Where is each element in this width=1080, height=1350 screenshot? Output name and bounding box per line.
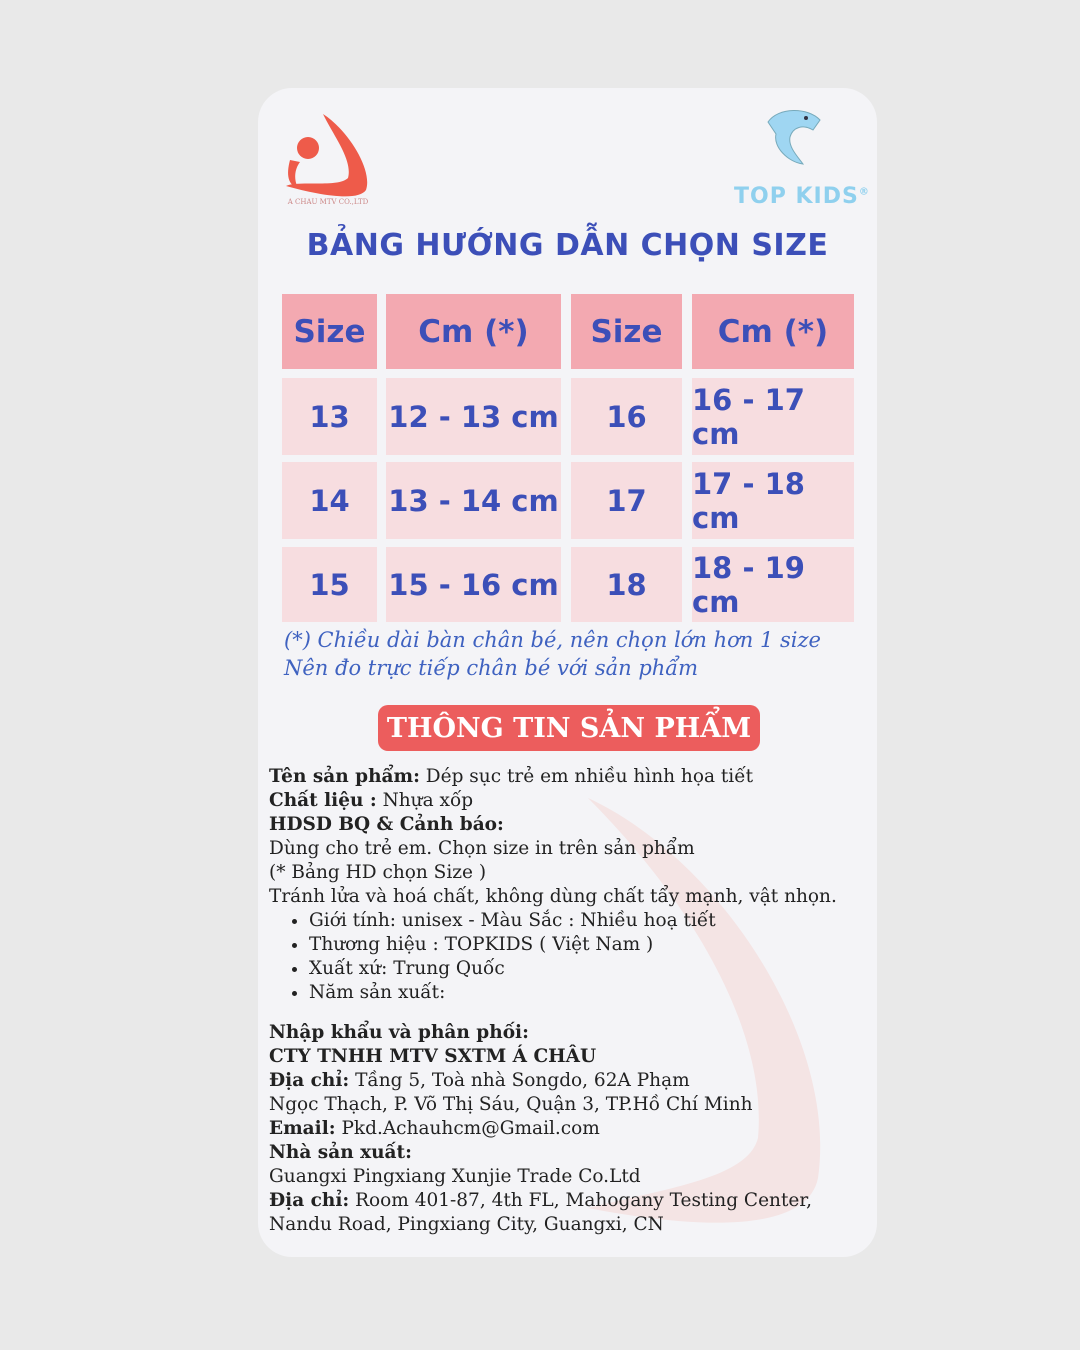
- cm-cell: 13 - 14 cm: [386, 462, 561, 539]
- attribute-list: [269, 909, 837, 1005]
- list-item: • Năm sản xuất:: [309, 981, 837, 1005]
- list-item: • Xuất xứ: Trung Quốc: [309, 957, 837, 981]
- product-label-card: [258, 88, 877, 1257]
- importer-name: CTY TNHH MTV SXTM Á CHÂU: [269, 1046, 597, 1067]
- size-cell: 18: [571, 547, 682, 622]
- list-item: • Thương hiệu : TOPKIDS ( Việt Nam ): [309, 933, 837, 957]
- label: Email:: [269, 1118, 336, 1139]
- size-cell: 16: [571, 378, 682, 455]
- value: Tầng 5, Toà nhà Songdo, 62A Phạm: [349, 1070, 690, 1091]
- label: HDSD BQ & Cảnh báo:: [269, 814, 504, 835]
- top-kids-brand: [734, 184, 870, 209]
- value: Tránh lửa và hoá chất, không dùng chất tẩy mạnh, vật nhọn.: [269, 886, 837, 907]
- value: Nandu Road, Pingxiang City, Guangxi, CN: [269, 1214, 664, 1235]
- size-cell: 14: [282, 462, 377, 539]
- size-cell: 15: [282, 547, 377, 622]
- brand-text: TOP KIDS: [734, 184, 859, 209]
- value: Nhựa xốp: [376, 790, 474, 811]
- value: Guangxi Pingxiang Xunjie Trade Co.Ltd: [269, 1166, 641, 1187]
- email-value: Pkd.Achauhcm@Gmail.com: [335, 1118, 600, 1139]
- value: (* Bảng HD chọn Size ): [269, 862, 487, 883]
- value: Dùng cho trẻ em. Chọn size in trên sản phẩm: [269, 838, 695, 859]
- cm-cell: 15 - 16 cm: [386, 547, 561, 622]
- cm-cell: 16 - 17 cm: [692, 378, 854, 455]
- registered-mark: ®: [858, 186, 870, 198]
- cm-cell: 17 - 18 cm: [692, 462, 854, 539]
- size-cell: 17: [571, 462, 682, 539]
- list-item: • Giới tính: unisex - Màu Sắc : Nhiều hoạ tiết: [309, 909, 837, 933]
- header-size-1: Size: [282, 294, 377, 369]
- label: Chất liệu :: [269, 790, 377, 811]
- size-cell: 13: [282, 378, 377, 455]
- header-cm-1: Cm (*): [386, 294, 561, 369]
- header-cm-2: Cm (*): [692, 294, 854, 369]
- header-size-2: Size: [571, 294, 682, 369]
- note-line: (*) Chiều dài bàn chân bé, nên chọn lớn hơn 1 size: [284, 628, 821, 652]
- label: Địa chỉ:: [269, 1190, 350, 1211]
- a-chau-logo: [278, 110, 374, 206]
- cm-cell: 18 - 19 cm: [692, 547, 854, 622]
- value: Dép sục trẻ em nhiều hình họa tiết: [419, 766, 754, 787]
- size-notes: [284, 626, 821, 682]
- product-info: [269, 765, 837, 1237]
- label: Nhập khẩu và phân phối:: [269, 1022, 529, 1043]
- note-line: Nên đo trực tiếp chân bé với sản phẩm: [284, 656, 699, 680]
- size-guide-title: BẢNG HƯỚNG DẪN CHỌN SIZE: [306, 228, 829, 263]
- label: Nhà sản xuất:: [269, 1142, 412, 1163]
- label: Địa chỉ:: [269, 1070, 350, 1091]
- product-info-heading: THÔNG TIN SẢN PHẨM: [378, 705, 760, 751]
- label: Tên sản phẩm:: [269, 766, 420, 787]
- value: Ngọc Thạch, P. Võ Thị Sáu, Quận 3, TP.Hồ Chí Minh: [269, 1094, 753, 1115]
- value: Room 401-87, 4th FL, Mahogany Testing Center,: [349, 1190, 813, 1211]
- logo-subtext: A CHAU MTV CO.,LTD: [287, 198, 369, 206]
- dolphin-icon: [758, 102, 828, 172]
- cm-cell: 12 - 13 cm: [386, 378, 561, 455]
